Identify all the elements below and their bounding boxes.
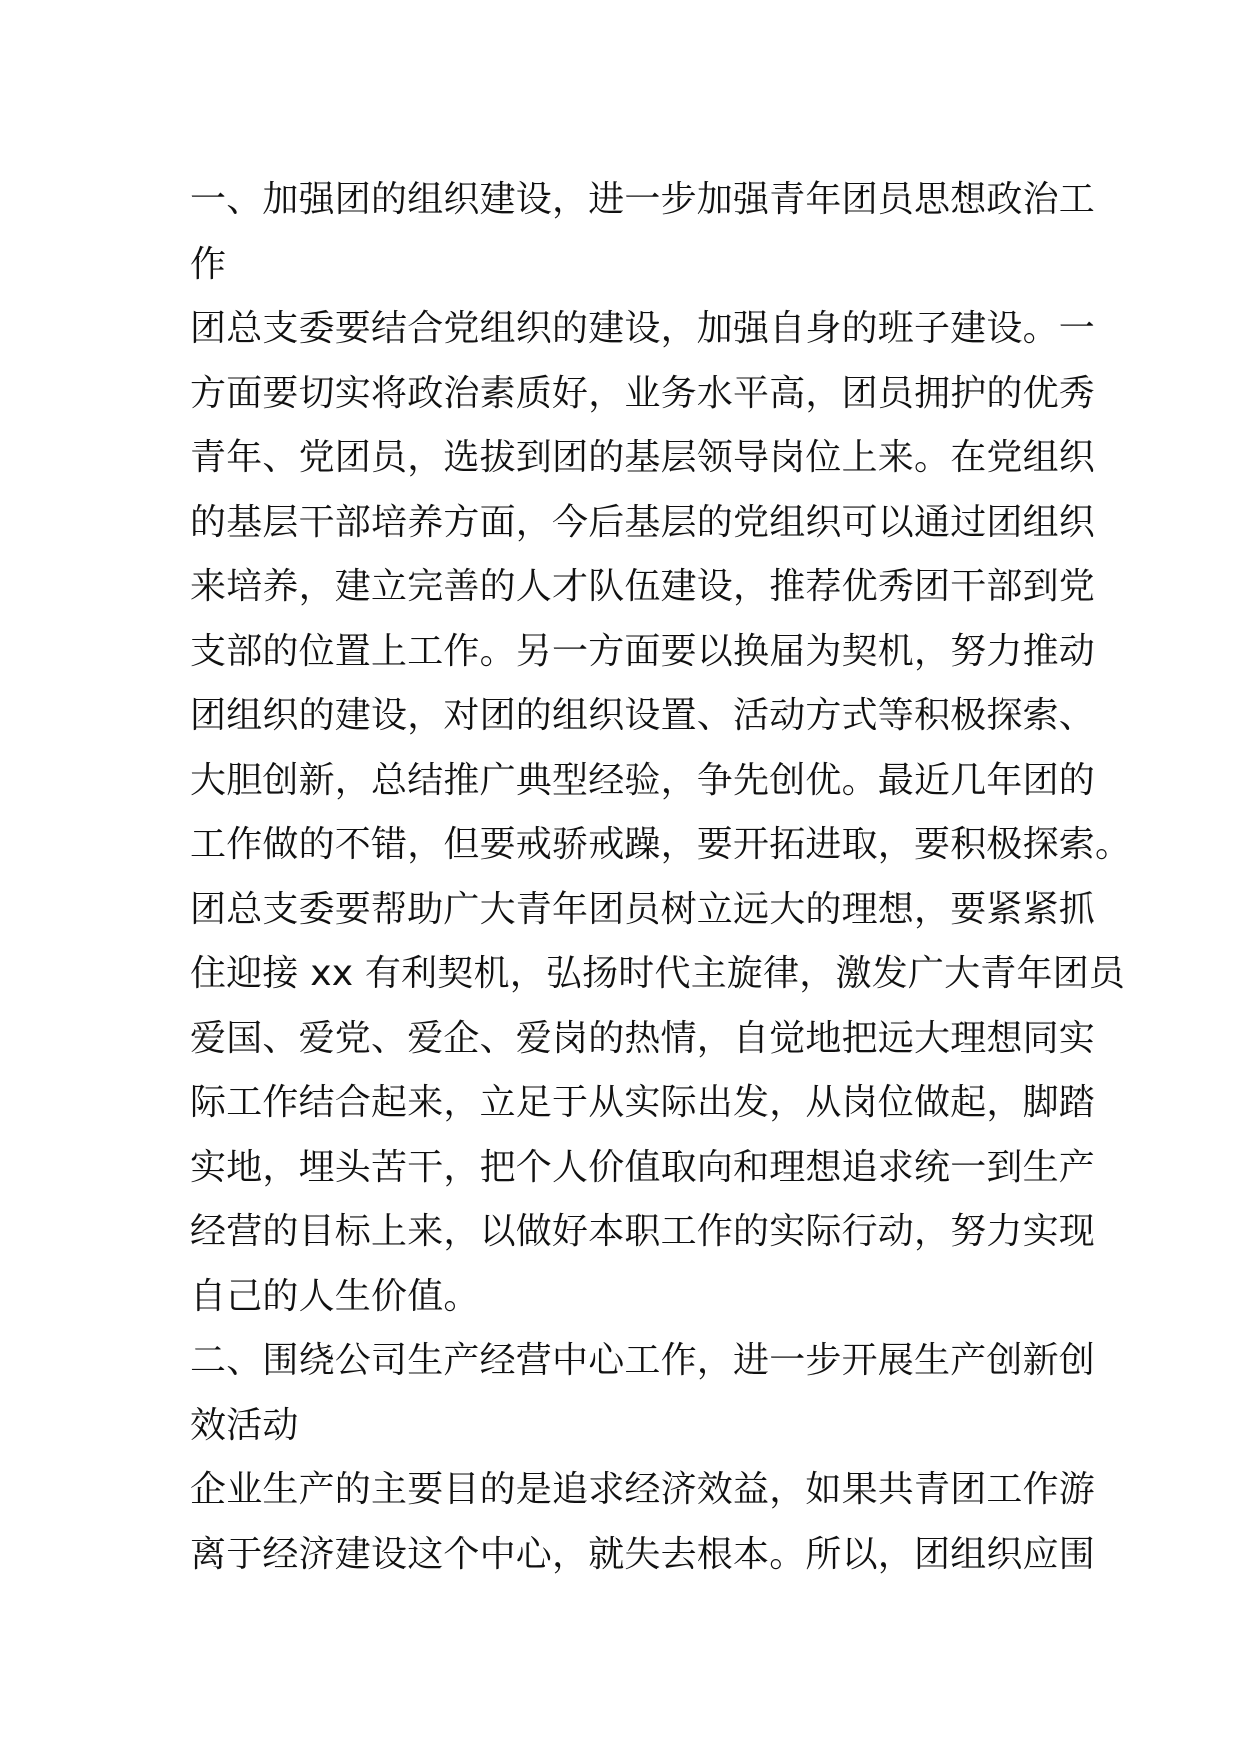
paragraph-line: 来培养，建立完善的人才队伍建设，推荐优秀团干部到党 — [190, 566, 1096, 607]
paragraph-line: 的基层干部培养方面，今后基层的党组织可以通过团组织 — [190, 501, 1096, 543]
paragraph-line: 住迎接 xx 有利契机，弘扬时代主旋律，激发广大青年团员 — [190, 953, 1126, 994]
paragraph-line: 大胆创新，总结推广典型经验，争先创优。最近几年团的 — [190, 759, 1096, 801]
paragraph-line: 团总支委要结合党组织的建设，加强自身的班子建设。一 — [190, 308, 1096, 349]
paragraph-line: 青年、党团员，选拔到团的基层领导岗位上来。在党组织 — [190, 437, 1096, 478]
section-heading-2: 二、围绕公司生产经营中心工作，进一步开展生产创新创 — [190, 1340, 1096, 1381]
paragraph-line: 际工作结合起来，立足于从实际出发，从岗位做起，脚踏 — [190, 1082, 1096, 1123]
paragraph-line: 团组织的建设，对团的组织设置、活动方式等积极探索、 — [190, 695, 1096, 736]
paragraph-line: 实地，埋头苦干，把个人价值取向和理想追求统一到生产 — [190, 1146, 1096, 1188]
section-heading-2-continued: 效活动 — [190, 1404, 299, 1446]
paragraph-line: 离于经济建设这个中心，就失去根本。所以，团组织应围 — [190, 1533, 1096, 1575]
paragraph-line: 团总支委要帮助广大青年团员树立远大的理想，要紧紧抓 — [190, 888, 1096, 930]
paragraph-line: 工作做的不错，但要戒骄戒躁，要开拓进取，要积极探索。 — [190, 824, 1132, 865]
paragraph-line: 支部的位置上工作。另一方面要以换届为契机，努力推动 — [190, 630, 1096, 672]
paragraph-line: 方面要切实将政治素质好，业务水平高，团员拥护的优秀 — [190, 372, 1096, 414]
body-text — [190, 168, 1132, 1587]
paragraph-line: 自己的人生价值。 — [190, 1275, 480, 1317]
paragraph-line: 企业生产的主要目的是追求经济效益，如果共青团工作游 — [190, 1469, 1096, 1510]
section-heading-1: 一、加强团的组织建设，进一步加强青年团员思想政治工 — [190, 179, 1096, 220]
section-heading-1-continued: 作 — [190, 243, 227, 285]
paragraph-line: 爱国、爱党、爱企、爱岗的热情，自觉地把远大理想同实 — [190, 1017, 1096, 1059]
paragraph-line: 经营的目标上来，以做好本职工作的实际行动，努力实现 — [190, 1211, 1096, 1252]
